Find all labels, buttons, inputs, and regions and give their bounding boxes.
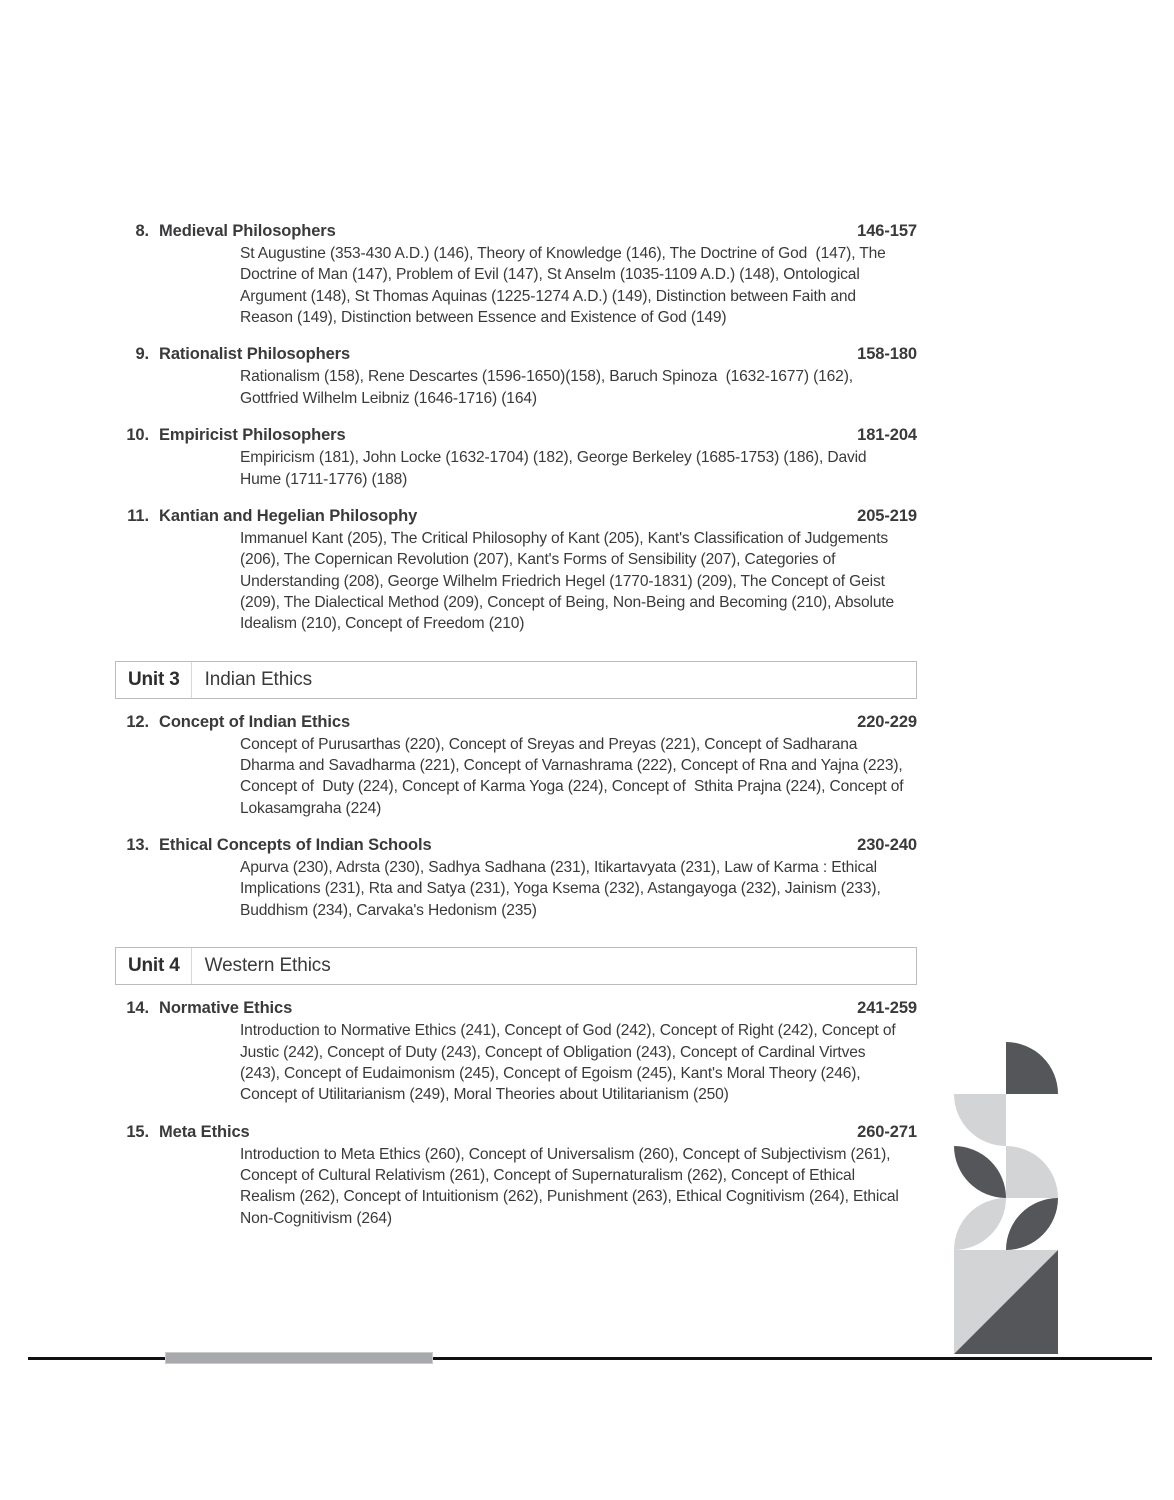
toc-entry-description: Introduction to Normative Ethics (241), Concept of God (242), Concept of Right (242), Concept of Justic (242), Concept of Duty (243), Concept of Obligation (243), Concept of Cardinal Virtves (243), Concept of Eudaimonism (245), Concept of Egoism (245), Kant's Moral Theory (246), Concept of Utilitarianism (249), Moral Theories about Utilitarianism (250): [240, 1022, 900, 1104]
toc-entry-head: [115, 713, 917, 732]
publisher-logo-graphic: [952, 1036, 1060, 1358]
toc-entry-number: 9.: [135, 345, 149, 364]
toc-entry[interactable]: [115, 1123, 917, 1229]
toc-entry-pages: 241-259: [857, 999, 917, 1018]
toc-entry-number: 15.: [126, 1122, 149, 1141]
toc-entry-description: Apurva (230), Adrsta (230), Sadhya Sadhana (231), Itikartavyata (231), Law of Karma : Ethical Implications (231), Rta and Satya (231), Yoga Ksema (232), Astangayoga (232), Jainism (233), Buddhism (234), Carvaka's Hedonism (235): [240, 859, 885, 919]
toc-entry[interactable]: [115, 345, 917, 409]
unit-name: Western Ethics: [204, 955, 331, 977]
toc-entry-pages: 158-180: [857, 345, 917, 364]
toc-entry[interactable]: [115, 999, 917, 1105]
toc-entry-title: Concept of Indian Ethics: [159, 712, 351, 731]
toc-entry-head: [115, 426, 917, 445]
toc-entry-description: Concept of Purusarthas (220), Concept of Sreyas and Preyas (221), Concept of Sadharana Dharma and Savadharma (221), Concept of Varnashrama (222), Concept of Rna and Yajna (223), Concept of Duty (224), Concept of Karma Yoga (224), Concept of Sthita Prajna (224), Concept of Lokasamgraha (224): [240, 735, 908, 817]
toc-entry-description: Empiricism (181), John Locke (1632-1704) (182), George Berkeley (1685-1753) (186), David Hume (1711-1776) (188): [240, 449, 871, 488]
toc-entry-title: Kantian and Hegelian Philosophy: [159, 506, 418, 525]
toc-entry-description: Immanuel Kant (205), The Critical Philosophy of Kant (205), Kant's Classification of Judgements (206), The Copernican Revolution (207), Kant's Forms of Sensibility (207), Categories of Understanding (208), George Wilhelm Friedrich Hegel (1770-1831) (209), The Concept of Geist (209), The Dialectical Method (209), Concept of Being, Non-Being and Becoming (210), Absolute Idealism (210), Concept of Freedom (210): [240, 529, 899, 633]
toc-entry-description: Rationalism (158), Rene Descartes (1596-1650)(158), Baruch Spinoza (1632-1677) (162), Gottfried Wilhelm Leibniz (1646-1716) (164): [240, 368, 858, 407]
unit-label: Unit 3: [116, 662, 192, 698]
toc-entry-head: [115, 836, 917, 855]
unit-banner: [115, 661, 917, 699]
toc-entry[interactable]: [115, 426, 917, 490]
toc-entry-description: St Augustine (353-430 A.D.) (146), Theory of Knowledge (146), The Doctrine of God (147), The Doctrine of Man (147), Problem of Evil (147), St Anselm (1035-1109 A.D.) (148), Ontological Argument (148), St Thomas Aquinas (1225-1274 A.D.) (149), Distinction between Faith and Reason (149), Distinction between Essence and Existence of God (149): [240, 245, 890, 327]
toc-entry-pages: 181-204: [857, 426, 917, 445]
toc-entry-pages: 146-157: [857, 222, 917, 240]
toc-entry-pages: 220-229: [857, 712, 917, 731]
toc-entry-title: Empiricist Philosophers: [159, 426, 346, 445]
unit-label: Unit 4: [116, 948, 192, 984]
toc-entry-number: 14.: [126, 999, 149, 1018]
toc-entry-description: Introduction to Meta Ethics (260), Concept of Universalism (260), Concept of Subjectivism (261), Concept of Cultural Relativism (261), Concept of Supernaturalism (262), Concept of Ethical Realism (262), Concept of Intuitionism (262), Punishment (263), Ethical Cognitivism (264), Ethical Non-Cognitivism (264): [240, 1145, 903, 1227]
toc-entry-head: [115, 999, 917, 1018]
toc-entry-number: 10.: [126, 426, 149, 445]
logo-quarter-dark-top: [1006, 1042, 1058, 1094]
toc-entry-head: [115, 507, 917, 526]
toc-entry-title: Ethical Concepts of Indian Schools: [159, 836, 432, 855]
toc-entry[interactable]: [115, 507, 917, 635]
toc-entry-number: 13.: [126, 836, 149, 855]
unit-banner: [115, 947, 917, 985]
publisher-logo: [952, 1036, 1060, 1358]
toc-entry-title: Medieval Philosophers: [159, 222, 336, 240]
toc-entry-title: Rationalist Philosophers: [159, 345, 351, 364]
toc-entry-title: Meta Ethics: [159, 1122, 250, 1141]
toc-entry-pages: 260-271: [857, 1122, 917, 1141]
unit-name: Indian Ethics: [204, 668, 313, 690]
toc-entry-title: Normative Ethics: [159, 999, 293, 1018]
logo-leaf-dark-upper: [954, 1146, 1006, 1198]
toc-entry-number: 11.: [127, 506, 149, 525]
footer-accent-bar: [165, 1352, 433, 1364]
toc-entry-pages: 205-219: [857, 506, 917, 525]
toc-entry-head: [115, 222, 917, 241]
logo-leaf-light-lower: [954, 1198, 1006, 1250]
logo-quarter-light-mid: [1006, 1146, 1058, 1198]
table-of-contents: [115, 222, 917, 1246]
toc-entry[interactable]: [115, 836, 917, 921]
toc-entry[interactable]: [115, 713, 917, 819]
logo-leaf-dark-lower: [1006, 1198, 1058, 1250]
toc-entry-head: [115, 1123, 917, 1142]
toc-entry-number: 8.: [135, 222, 149, 240]
toc-entry-pages: 230-240: [857, 836, 917, 855]
logo-quarter-light-upper: [954, 1094, 1006, 1146]
toc-entry-number: 12.: [126, 712, 149, 731]
toc-entry-head: [115, 345, 917, 364]
toc-entry[interactable]: [115, 222, 917, 328]
